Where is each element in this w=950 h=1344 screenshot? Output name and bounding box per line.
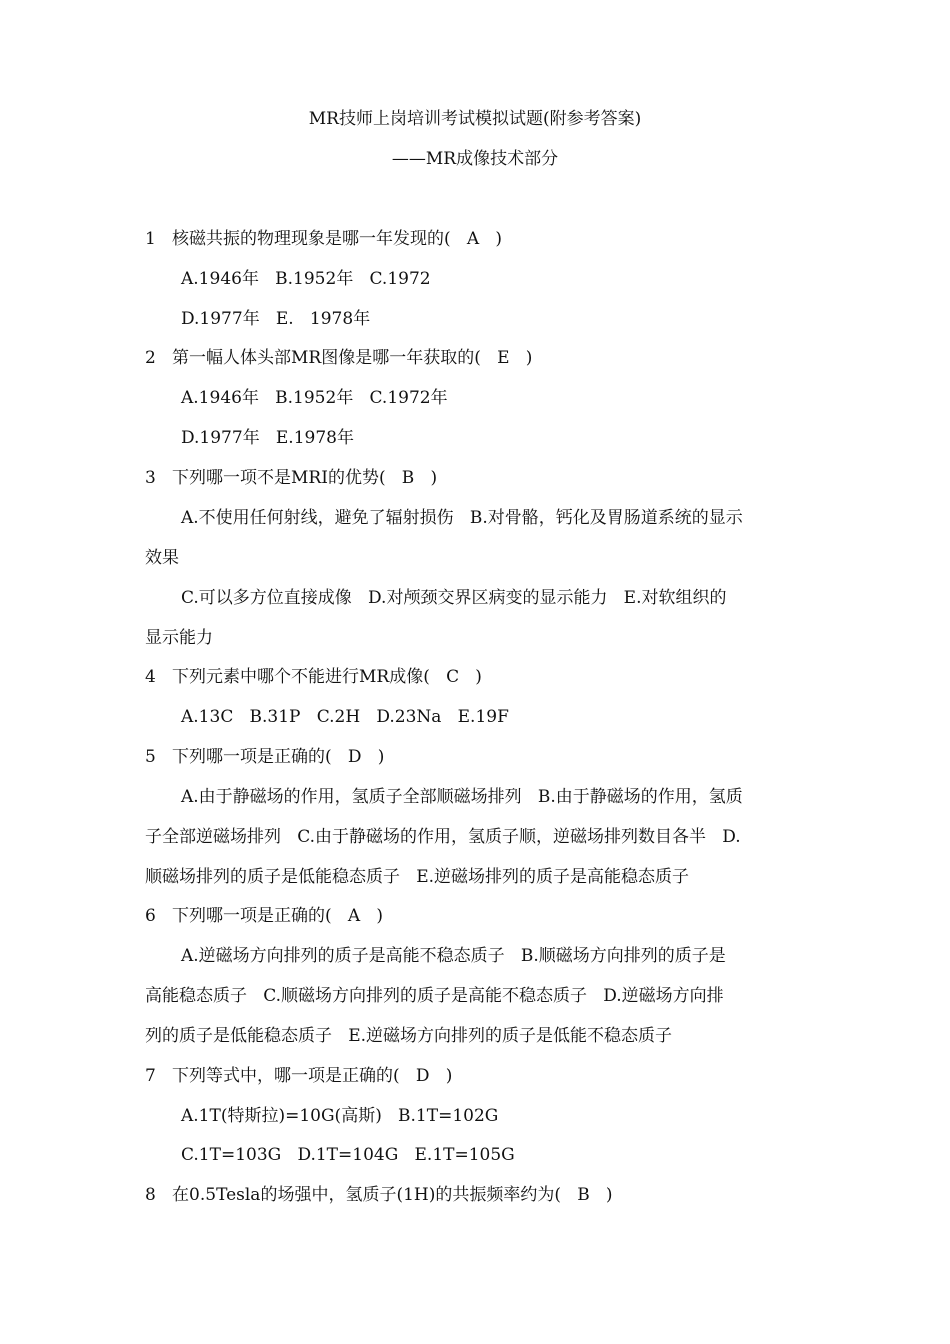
question-5-options-line-3: 顺磁场排列的质子是低能稳态质子 E.逆磁场排列的质子是高能稳态质子	[145, 867, 690, 887]
document-subtitle: ——MR成像技术部分	[391, 149, 559, 169]
question-2-options-a: A.1946年 B.1952年 C.1972年	[181, 388, 448, 408]
question-7: 7 下列等式中，哪一项是正确的( D )	[145, 1066, 453, 1086]
question-1-options-b: D.1977年 E. 1978年	[181, 309, 371, 329]
question-3-options-line-2: 效果	[145, 548, 179, 568]
question-4: 4 下列元素中哪个不能进行MR成像( C )	[145, 667, 482, 687]
question-4-options: A.13C B.31P C.2H D.23Na E.19F	[181, 707, 509, 727]
question-5-options-line-1: A.由于静磁场的作用，氢质子全部顺磁场排列 B.由于静磁场的作用，氢质	[181, 787, 743, 807]
question-7-options-a: A.1T(特斯拉)=10G(高斯) B.1T=102G	[181, 1106, 499, 1126]
question-3-options-line-1: A.不使用任何射线，避免了辐射损伤 B.对骨骼，钙化及胃肠道系统的显示	[181, 508, 743, 528]
question-6: 6 下列哪一项是正确的( A )	[145, 906, 383, 926]
question-5-options-line-2: 子全部逆磁场排列 C.由于静磁场的作用，氢质子顺，逆磁场排列数目各半 D.	[145, 827, 741, 847]
question-1-options-a: A.1946年 B.1952年 C.1972	[181, 269, 431, 289]
question-3-options-line-4: 显示能力	[145, 628, 213, 648]
question-2-options-b: D.1977年 E.1978年	[181, 428, 354, 448]
document-title: MR技师上岗培训考试模拟试题(附参考答案)	[308, 109, 642, 129]
question-6-options-line-2: 高能稳态质子 C.顺磁场方向排列的质子是高能不稳态质子 D.逆磁场方向排	[145, 986, 724, 1006]
question-8: 8 在0.5Tesla的场强中，氢质子(1H)的共振频率约为( B )	[145, 1185, 613, 1205]
question-3: 3 下列哪一项不是MRI的优势( B )	[145, 468, 438, 488]
question-1: 1 核磁共振的物理现象是哪一年发现的( A )	[145, 229, 502, 249]
question-5: 5 下列哪一项是正确的( D )	[145, 747, 385, 767]
question-2: 2 第一幅人体头部MR图像是哪一年获取的( E )	[145, 348, 533, 368]
question-7-options-b: C.1T=103G D.1T=104G E.1T=105G	[181, 1145, 515, 1165]
question-3-options-line-3: C.可以多方位直接成像 D.对颅颈交界区病变的显示能力 E.对软组织的	[181, 588, 727, 608]
question-6-options-line-3: 列的质子是低能稳态质子 E.逆磁场方向排列的质子是低能不稳态质子	[145, 1026, 673, 1046]
question-6-options-line-1: A.逆磁场方向排列的质子是高能不稳态质子 B.顺磁场方向排列的质子是	[181, 946, 726, 966]
